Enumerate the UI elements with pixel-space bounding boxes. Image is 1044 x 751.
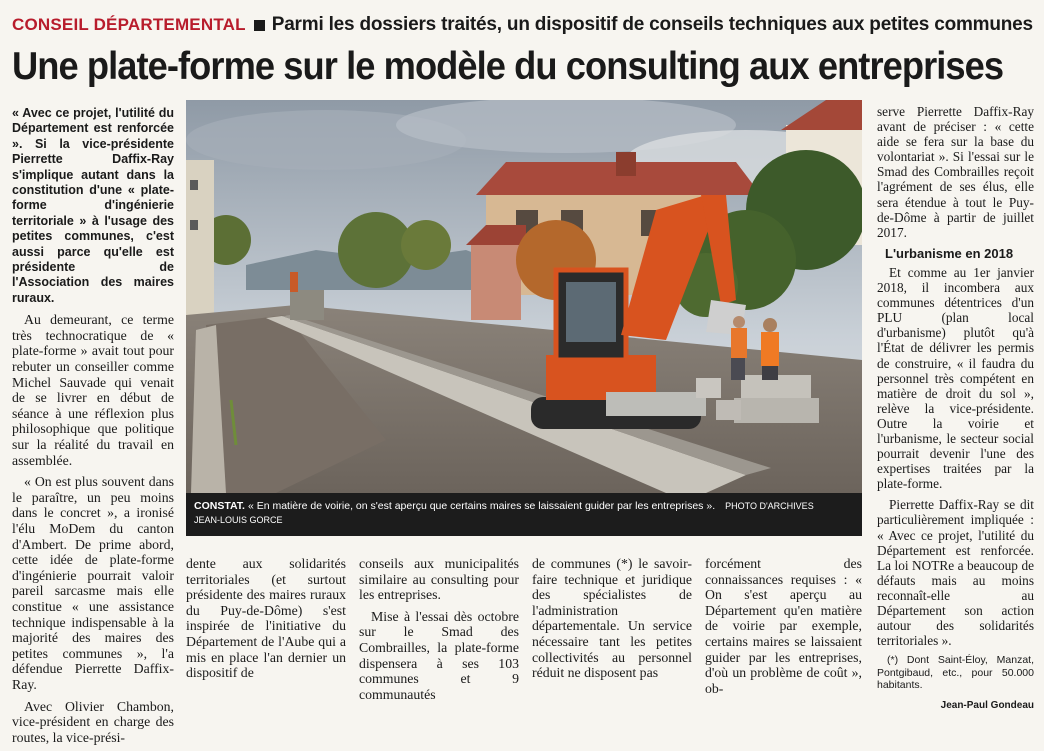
section-subheading: L'urbanisme en 2018 <box>885 245 1014 261</box>
body-paragraph: dente aux solidarités territoriales (et surtout présidente des maires ruraux du Puy-de-Dôme) s'est inspirée de l'initiative du Département de l'Aube qui a mis en place l'an dernier un dispositif de <box>186 556 346 681</box>
body-paragraph: Et comme au 1er janvier 2018, il incombera aux communes détentrices d'un PLU (plan local d'urbanisme) plutôt qu'à l'État de délivrer les permis de construire, « il faudra du personnel très compétent en matière de droit du sol », relève la vice-présidente. Outre la voirie et l'urbanisme, le secteur social pourrait devenir l'une des expertises traitées par la plate-forme. <box>877 264 1034 492</box>
section-category: CONSEIL DÉPARTEMENTAL <box>12 15 246 34</box>
photographer-credit: JEAN-LOUIS GORCE <box>194 515 283 525</box>
roadworks-illustration <box>186 100 862 493</box>
body-paragraph: « On est plus souvent dans le paraître, un peu moins dans le concret », a ironisé l'élu MoDem du canton d'Ambert. De prime abord, cette idée de plate-forme d'ingénierie pourrait valoir pareil sarcasme mais elle constitue « une assistance technique indispensable à la majorité des maires des petites communes », l'a défendue Pierrette Daffix-Ray. <box>12 474 174 692</box>
body-paragraph: conseils aux municipalités similaire au consulting pour les entreprises. <box>359 556 519 603</box>
article-column-2 <box>186 556 346 687</box>
photo-caption <box>186 493 862 536</box>
lead-paragraph: « Avec ce projet, l'utilité du Département est renforcée ». Si la vice-présidente Pierrette Daffix-Ray s'implique autant dans la constitution d'une « plate-forme d'ingénierie territoriale » à l'usage des petites communes, c'est aussi parce qu'elle est présidente de l'Association des maires ruraux. <box>12 106 174 305</box>
body-paragraph: Mise à l'essai dès octobre sur le Smad des Combrailles, la plate-forme dispensera à ses 103 communes et 9 communautés <box>359 608 519 702</box>
article-column-4 <box>532 556 692 687</box>
article-column-5 <box>705 556 862 702</box>
article-subtitle: Parmi les dossiers traités, un dispositif de conseils techniques aux petites communes <box>271 14 1033 35</box>
body-paragraph: forcément des connaissances requises : « On s'est aperçu au Département qu'en matière de voirie par exemple, certains maires se laissaient guider par les entreprises, d'où un problème de coût », ob- <box>705 556 862 696</box>
body-paragraph: de communes (*) le savoir-faire technique et juridique des spécialistes de l'administration départementale. Un service nécessaire tant les petites collectivités au personnel réduit ne disposent pas <box>532 556 692 681</box>
article-headline: Une plate-forme sur le modèle du consulting aux entreprises <box>12 45 1004 88</box>
article-column-6 <box>877 104 1034 719</box>
body-paragraph: serve Pierrette Daffix-Ray avant de préciser : « cette aide se fera sur la base du volontariat ». Si l'essai sur le Smad des Combrailles reçoit l'agrément de ses élus, elle sera étendue à tout le Puy-de-Dôme à partir de juillet 2017. <box>877 104 1034 240</box>
separator-square <box>254 20 265 31</box>
photo-credit: PHOTO D'ARCHIVES <box>725 501 814 511</box>
article-column-3 <box>359 556 519 708</box>
article-column-1 <box>12 106 174 751</box>
caption-label: CONSTAT. <box>194 500 245 512</box>
article-kicker <box>12 14 1033 36</box>
body-paragraph: Avec Olivier Chambon, vice-président en charge des routes, la vice-prési- <box>12 698 174 745</box>
body-paragraph: Pierrette Daffix-Ray se dit particulièrement impliquée : « Avec ce projet, l'utilité du Département est renforcée. La loi NOTRe a beaucoup de défauts mais au moins reconnaît-elle au Département son action autour des solidarités territoriales ». <box>877 497 1034 649</box>
article-photo <box>186 100 862 493</box>
author-signature: Jean-Paul Gondeau <box>940 699 1034 711</box>
body-paragraph: Au demeurant, ce terme très technocratique de « plate-forme » avait tout pour rebuter un conseiller comme Michel Sauvade qui venait de se livrer en début de séance à une réflexion plus philosophique que politique sur la réalité du travail en assemblée. <box>12 312 174 468</box>
footnote: (*) Dont Saint-Éloy, Manzat, Pontgibaud, etc., pour 50.000 habitants. <box>877 654 1034 692</box>
caption-text: « En matière de voirie, on s'est aperçu que certains maires se laissaient guider par les entreprises ». <box>247 500 716 512</box>
